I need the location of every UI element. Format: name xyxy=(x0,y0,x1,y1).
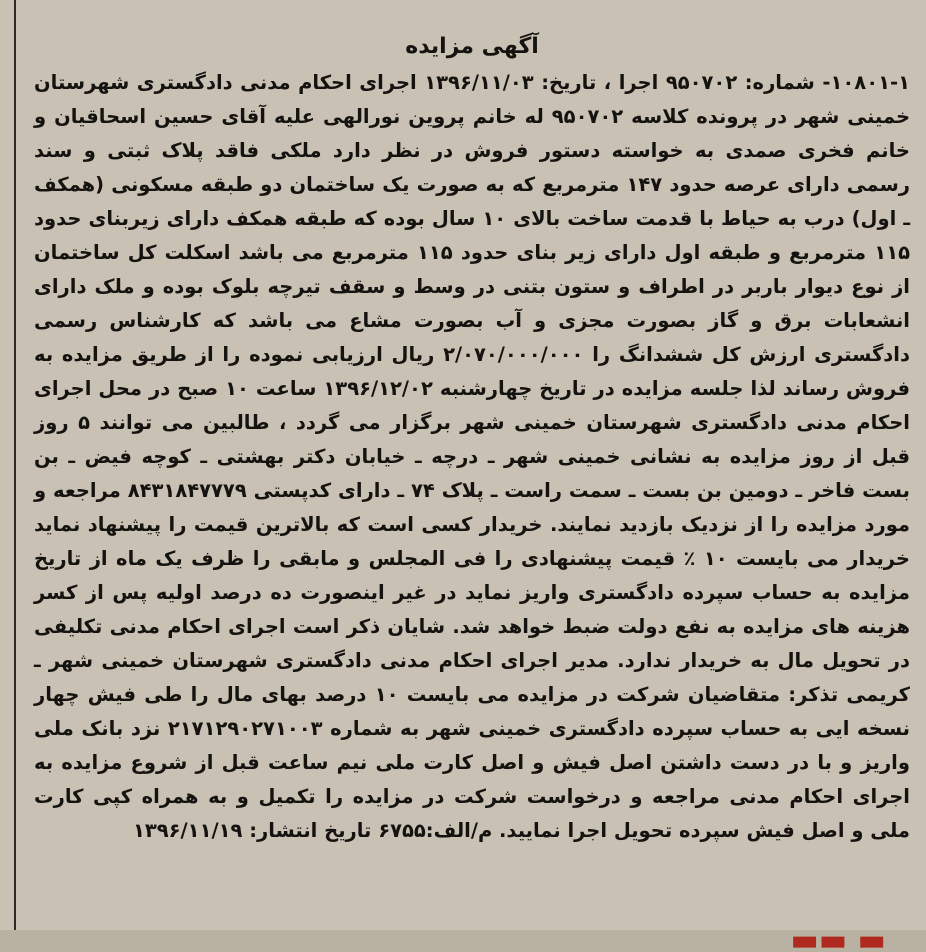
next-column-strip xyxy=(0,923,926,952)
notice-title: آگهی مزایده xyxy=(405,34,539,59)
cut-off-heading-fragment: ▬ ▬▬ xyxy=(790,923,886,952)
column-divider xyxy=(14,0,16,952)
notice-body: ۱۰۸۰۱-۱- شماره: ۹۵۰۷۰۲ اجرا ، تاریخ: ۱۳۹۶/۱۱/۰۳ اجرای احکام مدنی دادگستری شهرستان خمینی شهر در پرونده کلاسه ۹۵۰۷۰۲ له خانم پروین نورالهی علیه آقای حسین اسحاقیان و خانم فخری صمدی به خواسته دستور فروش در نظر دارد ملکی فاقد پلاک ثبتی و سند رسمی دارای عرصه حدود ۱۴۷ مترمربع که به صورت یک ساختمان دو طبقه مسکونی (همکف ـ اول) درب به حیاط با قدمت ساخت بالای ۱۰ سال بوده که طبقه همکف دارای زیربنای حدود ۱۱۵ مترمربع و طبقه اول دارای زیر بنای حدود ۱۱۵ مترمربع می باشد اسکلت کل ساختمان از نوع دیوار باربر در اطراف و ستون بتنی در وسط و سقف تیرچه بلوک بوده و ملک دارای انشعابات برق و گاز بصورت مجزی و آب بصورت مشاع می باشد که کارشناس رسمی دادگستری ارزش کل ششدانگ را ۲/۰۷۰/۰۰۰/۰۰۰ ریال ارزیابی نموده را از طریق مزایده به فروش رساند لذا جلسه مزایده در تاریخ چهارشنبه ۱۳۹۶/۱۲/۰۲ ساعت ۱۰ صبح در محل اجرای احکام مدنی دادگستری شهرستان خمینی شهر برگزار می گردد ، طالبین می توانند ۵ روز قبل از روز مزایده به نشانی خمینی شهر ـ درچه ـ خیابان دکتر بهشتی ـ کوچه فیض ـ بن بست فاخر ـ دومین بن بست ـ سمت راست ـ پلاک ۷۴ ـ دارای کدپستی ۸۴۳۱۸۴۷۷۷۹ مراجعه و مورد مزایده را از نزدیک بازدید نمایند. خریدار کسی است که بالاترین قیمت را پیشنهاد نماید خریدار می بایست ۱۰ ٪ قیمت پیشنهادی را فی المجلس و مابقی را ظرف یک ماه از تاریخ مزایده به حساب سپرده دادگستری واریز نماید در غیر اینصورت ده درصد اولیه پس از کسر هزینه های مزایده به نفع دولت ضبط خواهد شد. شایان ذکر است اجرای احکام مدنی تکلیفی در تحویل مال به خریدار ندارد. مدیر اجرای احکام مدنی دادگستری شهرستان خمینی شهر ـ کریمی تذکر: متقاضیان شرکت در مزایده می بایست ۱۰ درصد بهای مال را طی فیش چهار نسخه ایی به حساب سپرده دادگستری خمینی شهر به شماره ۲۱۷۱۲۹۰۲۷۱۰۰۳ نزد بانک ملی واریز و با در دست داشتن اصل فیش و اصل کارت ملی نیم ساعت قبل از شروع مزایده به اجرای احکام مدنی مراجعه و درخواست شرکت در مزایده را تکمیل و به همراه کپی کارت ملی و اصل فیش سپرده تحویل اجرا نمایید. م/الف:۶۷۵۵ تاریخ انتشار: ۱۳۹۶/۱۱/۱۹ xyxy=(34,71,911,842)
auction-notice xyxy=(34,30,910,848)
